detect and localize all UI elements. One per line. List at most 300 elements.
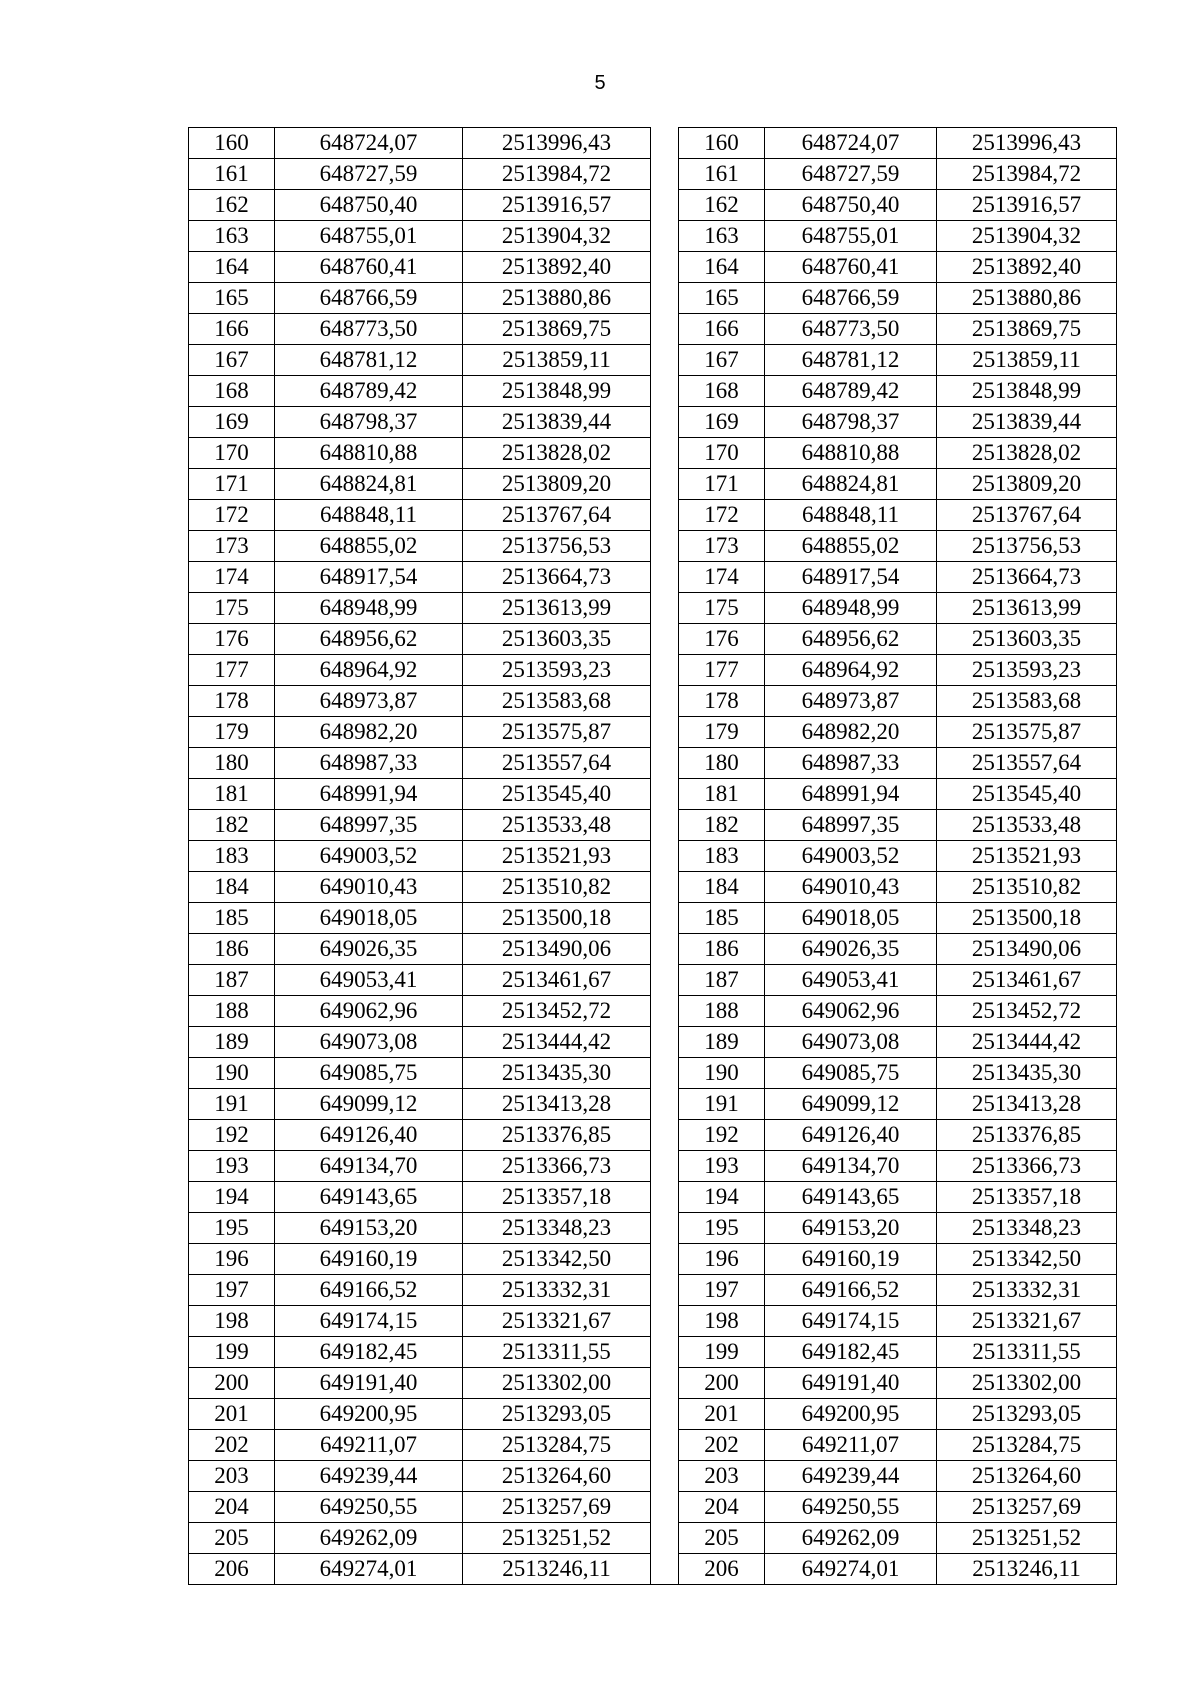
x-coordinate-right: 649166,52 <box>765 1275 937 1306</box>
table-row <box>189 1244 1117 1275</box>
x-coordinate-left: 648724,07 <box>275 128 463 159</box>
point-number-right: 167 <box>679 345 765 376</box>
column-spacer <box>651 252 679 283</box>
column-spacer <box>651 748 679 779</box>
table-row <box>189 655 1117 686</box>
y-coordinate-left: 2513521,93 <box>463 841 651 872</box>
point-number-right: 178 <box>679 686 765 717</box>
x-coordinate-right: 649160,19 <box>765 1244 937 1275</box>
y-coordinate-right: 2513246,11 <box>937 1554 1117 1585</box>
x-coordinate-left: 649250,55 <box>275 1492 463 1523</box>
point-number-left: 177 <box>189 655 275 686</box>
column-spacer <box>651 872 679 903</box>
x-coordinate-right: 648727,59 <box>765 159 937 190</box>
point-number-right: 168 <box>679 376 765 407</box>
y-coordinate-left: 2513756,53 <box>463 531 651 562</box>
point-number-left: 186 <box>189 934 275 965</box>
page-number: 5 <box>594 72 606 94</box>
x-coordinate-right: 648760,41 <box>765 252 937 283</box>
point-number-left: 162 <box>189 190 275 221</box>
y-coordinate-left: 2513603,35 <box>463 624 651 655</box>
y-coordinate-right: 2513302,00 <box>937 1368 1117 1399</box>
x-coordinate-left: 649053,41 <box>275 965 463 996</box>
y-coordinate-right: 2513510,82 <box>937 872 1117 903</box>
x-coordinate-left: 648848,11 <box>275 500 463 531</box>
point-number-left: 196 <box>189 1244 275 1275</box>
y-coordinate-right: 2513257,69 <box>937 1492 1117 1523</box>
point-number-left: 167 <box>189 345 275 376</box>
table-row <box>189 1213 1117 1244</box>
x-coordinate-right: 649010,43 <box>765 872 937 903</box>
point-number-right: 191 <box>679 1089 765 1120</box>
point-number-left: 181 <box>189 779 275 810</box>
x-coordinate-right: 648724,07 <box>765 128 937 159</box>
x-coordinate-left: 649099,12 <box>275 1089 463 1120</box>
y-coordinate-right: 2513869,75 <box>937 314 1117 345</box>
y-coordinate-left: 2513342,50 <box>463 1244 651 1275</box>
x-coordinate-left: 648773,50 <box>275 314 463 345</box>
point-number-right: 162 <box>679 190 765 221</box>
y-coordinate-right: 2513521,93 <box>937 841 1117 872</box>
y-coordinate-right: 2513880,86 <box>937 283 1117 314</box>
x-coordinate-right: 649026,35 <box>765 934 937 965</box>
x-coordinate-right: 649211,07 <box>765 1430 937 1461</box>
x-coordinate-right: 648991,94 <box>765 779 937 810</box>
y-coordinate-left: 2513859,11 <box>463 345 651 376</box>
y-coordinate-right: 2513357,18 <box>937 1182 1117 1213</box>
table-row <box>189 748 1117 779</box>
column-spacer <box>651 128 679 159</box>
column-spacer <box>651 717 679 748</box>
point-number-right: 202 <box>679 1430 765 1461</box>
column-spacer <box>651 1151 679 1182</box>
y-coordinate-right: 2513321,67 <box>937 1306 1117 1337</box>
y-coordinate-right: 2513444,42 <box>937 1027 1117 1058</box>
x-coordinate-left: 649262,09 <box>275 1523 463 1554</box>
point-number-left: 161 <box>189 159 275 190</box>
point-number-right: 177 <box>679 655 765 686</box>
x-coordinate-left: 649018,05 <box>275 903 463 934</box>
y-coordinate-right: 2513904,32 <box>937 221 1117 252</box>
point-number-right: 176 <box>679 624 765 655</box>
y-coordinate-left: 2513767,64 <box>463 500 651 531</box>
x-coordinate-left: 649174,15 <box>275 1306 463 1337</box>
point-number-left: 175 <box>189 593 275 624</box>
table-row <box>189 686 1117 717</box>
column-spacer <box>651 531 679 562</box>
table-row <box>189 996 1117 1027</box>
x-coordinate-left: 649182,45 <box>275 1337 463 1368</box>
column-spacer <box>651 1399 679 1430</box>
y-coordinate-right: 2513916,57 <box>937 190 1117 221</box>
point-number-right: 184 <box>679 872 765 903</box>
x-coordinate-right: 649262,09 <box>765 1523 937 1554</box>
x-coordinate-left: 649003,52 <box>275 841 463 872</box>
x-coordinate-right: 648987,33 <box>765 748 937 779</box>
column-spacer <box>651 996 679 1027</box>
y-coordinate-right: 2513859,11 <box>937 345 1117 376</box>
x-coordinate-left: 649010,43 <box>275 872 463 903</box>
y-coordinate-right: 2513500,18 <box>937 903 1117 934</box>
x-coordinate-left: 648810,88 <box>275 438 463 469</box>
column-spacer <box>651 1058 679 1089</box>
table-row <box>189 903 1117 934</box>
x-coordinate-left: 648956,62 <box>275 624 463 655</box>
x-coordinate-right: 648798,37 <box>765 407 937 438</box>
table-row <box>189 221 1117 252</box>
y-coordinate-right: 2513293,05 <box>937 1399 1117 1430</box>
x-coordinate-right: 649153,20 <box>765 1213 937 1244</box>
x-coordinate-right: 648917,54 <box>765 562 937 593</box>
y-coordinate-right: 2513557,64 <box>937 748 1117 779</box>
x-coordinate-left: 649274,01 <box>275 1554 463 1585</box>
y-coordinate-left: 2513880,86 <box>463 283 651 314</box>
table-row <box>189 1523 1117 1554</box>
point-number-right: 198 <box>679 1306 765 1337</box>
table-row <box>189 469 1117 500</box>
column-spacer <box>651 1275 679 1306</box>
x-coordinate-right: 648750,40 <box>765 190 937 221</box>
point-number-left: 202 <box>189 1430 275 1461</box>
column-spacer <box>651 841 679 872</box>
column-spacer <box>651 1306 679 1337</box>
point-number-left: 173 <box>189 531 275 562</box>
x-coordinate-right: 649274,01 <box>765 1554 937 1585</box>
y-coordinate-left: 2513575,87 <box>463 717 651 748</box>
point-number-left: 185 <box>189 903 275 934</box>
column-spacer <box>651 1213 679 1244</box>
column-spacer <box>651 1089 679 1120</box>
x-coordinate-left: 648964,92 <box>275 655 463 686</box>
table-row <box>189 438 1117 469</box>
x-coordinate-left: 648824,81 <box>275 469 463 500</box>
x-coordinate-left: 648727,59 <box>275 159 463 190</box>
point-number-left: 170 <box>189 438 275 469</box>
table-row <box>189 252 1117 283</box>
y-coordinate-right: 2513413,28 <box>937 1089 1117 1120</box>
x-coordinate-right: 649099,12 <box>765 1089 937 1120</box>
point-number-right: 179 <box>679 717 765 748</box>
y-coordinate-right: 2513461,67 <box>937 965 1117 996</box>
column-spacer <box>651 376 679 407</box>
table-row <box>189 1182 1117 1213</box>
column-spacer <box>651 810 679 841</box>
point-number-right: 166 <box>679 314 765 345</box>
point-number-right: 181 <box>679 779 765 810</box>
x-coordinate-left: 648781,12 <box>275 345 463 376</box>
y-coordinate-right: 2513984,72 <box>937 159 1117 190</box>
column-spacer <box>651 655 679 686</box>
x-coordinate-left: 649026,35 <box>275 934 463 965</box>
x-coordinate-right: 649182,45 <box>765 1337 937 1368</box>
table-row <box>189 500 1117 531</box>
point-number-left: 197 <box>189 1275 275 1306</box>
table-row <box>189 1368 1117 1399</box>
point-number-left: 164 <box>189 252 275 283</box>
x-coordinate-right: 649174,15 <box>765 1306 937 1337</box>
column-spacer <box>651 1461 679 1492</box>
y-coordinate-left: 2513869,75 <box>463 314 651 345</box>
x-coordinate-right: 648766,59 <box>765 283 937 314</box>
y-coordinate-left: 2513809,20 <box>463 469 651 500</box>
y-coordinate-left: 2513996,43 <box>463 128 651 159</box>
point-number-right: 200 <box>679 1368 765 1399</box>
column-spacer <box>651 1337 679 1368</box>
y-coordinate-left: 2513452,72 <box>463 996 651 1027</box>
point-number-right: 196 <box>679 1244 765 1275</box>
table-row <box>189 593 1117 624</box>
y-coordinate-right: 2513828,02 <box>937 438 1117 469</box>
point-number-left: 206 <box>189 1554 275 1585</box>
x-coordinate-right: 649191,40 <box>765 1368 937 1399</box>
point-number-left: 182 <box>189 810 275 841</box>
table-row <box>189 1399 1117 1430</box>
table-row <box>189 1554 1117 1585</box>
point-number-right: 193 <box>679 1151 765 1182</box>
y-coordinate-right: 2513251,52 <box>937 1523 1117 1554</box>
y-coordinate-right: 2513583,68 <box>937 686 1117 717</box>
point-number-right: 160 <box>679 128 765 159</box>
column-spacer <box>651 934 679 965</box>
y-coordinate-left: 2513376,85 <box>463 1120 651 1151</box>
table-row <box>189 407 1117 438</box>
table-row <box>189 1492 1117 1523</box>
point-number-left: 174 <box>189 562 275 593</box>
point-number-right: 161 <box>679 159 765 190</box>
point-number-right: 170 <box>679 438 765 469</box>
column-spacer <box>651 314 679 345</box>
table-row <box>189 872 1117 903</box>
column-spacer <box>651 593 679 624</box>
column-spacer <box>651 1492 679 1523</box>
x-coordinate-right: 648848,11 <box>765 500 937 531</box>
column-spacer <box>651 779 679 810</box>
x-coordinate-right: 649062,96 <box>765 996 937 1027</box>
x-coordinate-right: 649073,08 <box>765 1027 937 1058</box>
column-spacer <box>651 624 679 655</box>
point-number-right: 204 <box>679 1492 765 1523</box>
table-row <box>189 345 1117 376</box>
point-number-right: 188 <box>679 996 765 1027</box>
point-number-left: 176 <box>189 624 275 655</box>
y-coordinate-left: 2513357,18 <box>463 1182 651 1213</box>
point-number-right: 180 <box>679 748 765 779</box>
y-coordinate-left: 2513264,60 <box>463 1461 651 1492</box>
y-coordinate-left: 2513557,64 <box>463 748 651 779</box>
y-coordinate-left: 2513510,82 <box>463 872 651 903</box>
point-number-right: 205 <box>679 1523 765 1554</box>
column-spacer <box>651 1120 679 1151</box>
y-coordinate-left: 2513311,55 <box>463 1337 651 1368</box>
point-number-left: 187 <box>189 965 275 996</box>
x-coordinate-left: 648750,40 <box>275 190 463 221</box>
column-spacer <box>651 562 679 593</box>
point-number-left: 193 <box>189 1151 275 1182</box>
column-spacer <box>651 500 679 531</box>
y-coordinate-right: 2513490,06 <box>937 934 1117 965</box>
x-coordinate-left: 649200,95 <box>275 1399 463 1430</box>
coordinates-table-body <box>189 128 1117 1585</box>
y-coordinate-left: 2513916,57 <box>463 190 651 221</box>
x-coordinate-left: 648973,87 <box>275 686 463 717</box>
x-coordinate-left: 648948,99 <box>275 593 463 624</box>
y-coordinate-right: 2513664,73 <box>937 562 1117 593</box>
x-coordinate-left: 649160,19 <box>275 1244 463 1275</box>
x-coordinate-left: 649239,44 <box>275 1461 463 1492</box>
point-number-left: 192 <box>189 1120 275 1151</box>
y-coordinate-right: 2513767,64 <box>937 500 1117 531</box>
point-number-right: 182 <box>679 810 765 841</box>
point-number-left: 168 <box>189 376 275 407</box>
y-coordinate-right: 2513756,53 <box>937 531 1117 562</box>
point-number-right: 206 <box>679 1554 765 1585</box>
y-coordinate-right: 2513996,43 <box>937 128 1117 159</box>
column-spacer <box>651 190 679 221</box>
y-coordinate-right: 2513575,87 <box>937 717 1117 748</box>
point-number-right: 190 <box>679 1058 765 1089</box>
point-number-left: 194 <box>189 1182 275 1213</box>
x-coordinate-right: 649239,44 <box>765 1461 937 1492</box>
y-coordinate-right: 2513311,55 <box>937 1337 1117 1368</box>
y-coordinate-right: 2513848,99 <box>937 376 1117 407</box>
table-row <box>189 159 1117 190</box>
x-coordinate-left: 648982,20 <box>275 717 463 748</box>
x-coordinate-right: 648824,81 <box>765 469 937 500</box>
point-number-left: 190 <box>189 1058 275 1089</box>
table-row <box>189 376 1117 407</box>
x-coordinate-left: 649085,75 <box>275 1058 463 1089</box>
x-coordinate-left: 649134,70 <box>275 1151 463 1182</box>
y-coordinate-right: 2513342,50 <box>937 1244 1117 1275</box>
point-number-right: 201 <box>679 1399 765 1430</box>
table-row <box>189 841 1117 872</box>
x-coordinate-left: 649153,20 <box>275 1213 463 1244</box>
y-coordinate-right: 2513264,60 <box>937 1461 1117 1492</box>
point-number-left: 199 <box>189 1337 275 1368</box>
column-spacer <box>651 686 679 717</box>
y-coordinate-left: 2513251,52 <box>463 1523 651 1554</box>
x-coordinate-left: 648766,59 <box>275 283 463 314</box>
point-number-left: 201 <box>189 1399 275 1430</box>
x-coordinate-right: 649143,65 <box>765 1182 937 1213</box>
y-coordinate-left: 2513984,72 <box>463 159 651 190</box>
point-number-left: 189 <box>189 1027 275 1058</box>
point-number-right: 174 <box>679 562 765 593</box>
x-coordinate-left: 649126,40 <box>275 1120 463 1151</box>
y-coordinate-left: 2513413,28 <box>463 1089 651 1120</box>
x-coordinate-right: 648855,02 <box>765 531 937 562</box>
x-coordinate-right: 648964,92 <box>765 655 937 686</box>
y-coordinate-left: 2513435,30 <box>463 1058 651 1089</box>
x-coordinate-right: 648755,01 <box>765 221 937 252</box>
point-number-left: 166 <box>189 314 275 345</box>
y-coordinate-right: 2513613,99 <box>937 593 1117 624</box>
point-number-right: 197 <box>679 1275 765 1306</box>
x-coordinate-right: 648773,50 <box>765 314 937 345</box>
point-number-right: 195 <box>679 1213 765 1244</box>
x-coordinate-right: 648956,62 <box>765 624 937 655</box>
y-coordinate-left: 2513444,42 <box>463 1027 651 1058</box>
point-number-left: 183 <box>189 841 275 872</box>
point-number-left: 163 <box>189 221 275 252</box>
column-spacer <box>651 283 679 314</box>
table-row <box>189 1120 1117 1151</box>
point-number-right: 194 <box>679 1182 765 1213</box>
point-number-left: 204 <box>189 1492 275 1523</box>
y-coordinate-left: 2513500,18 <box>463 903 651 934</box>
column-spacer <box>651 1523 679 1554</box>
column-spacer <box>651 221 679 252</box>
y-coordinate-left: 2513302,00 <box>463 1368 651 1399</box>
x-coordinate-left: 649073,08 <box>275 1027 463 1058</box>
column-spacer <box>651 407 679 438</box>
x-coordinate-left: 648789,42 <box>275 376 463 407</box>
column-spacer <box>651 965 679 996</box>
table-row <box>189 624 1117 655</box>
point-number-right: 165 <box>679 283 765 314</box>
y-coordinate-right: 2513348,23 <box>937 1213 1117 1244</box>
table-row <box>189 1337 1117 1368</box>
point-number-left: 165 <box>189 283 275 314</box>
y-coordinate-left: 2513284,75 <box>463 1430 651 1461</box>
table-row <box>189 1058 1117 1089</box>
y-coordinate-right: 2513452,72 <box>937 996 1117 1027</box>
x-coordinate-right: 648810,88 <box>765 438 937 469</box>
point-number-right: 169 <box>679 407 765 438</box>
y-coordinate-left: 2513839,44 <box>463 407 651 438</box>
x-coordinate-left: 648997,35 <box>275 810 463 841</box>
point-number-right: 199 <box>679 1337 765 1368</box>
y-coordinate-left: 2513583,68 <box>463 686 651 717</box>
y-coordinate-right: 2513332,31 <box>937 1275 1117 1306</box>
x-coordinate-left: 649062,96 <box>275 996 463 1027</box>
point-number-left: 200 <box>189 1368 275 1399</box>
point-number-right: 192 <box>679 1120 765 1151</box>
y-coordinate-left: 2513848,99 <box>463 376 651 407</box>
y-coordinate-left: 2513664,73 <box>463 562 651 593</box>
point-number-right: 173 <box>679 531 765 562</box>
point-number-left: 198 <box>189 1306 275 1337</box>
coordinates-table <box>188 127 1117 1585</box>
y-coordinate-right: 2513892,40 <box>937 252 1117 283</box>
column-spacer <box>651 345 679 376</box>
y-coordinate-left: 2513321,67 <box>463 1306 651 1337</box>
point-number-left: 180 <box>189 748 275 779</box>
x-coordinate-left: 648798,37 <box>275 407 463 438</box>
table-row <box>189 779 1117 810</box>
y-coordinate-left: 2513293,05 <box>463 1399 651 1430</box>
point-number-left: 171 <box>189 469 275 500</box>
table-row <box>189 1461 1117 1492</box>
x-coordinate-right: 648997,35 <box>765 810 937 841</box>
x-coordinate-left: 648855,02 <box>275 531 463 562</box>
column-spacer <box>651 438 679 469</box>
table-row <box>189 1151 1117 1182</box>
point-number-left: 205 <box>189 1523 275 1554</box>
x-coordinate-left: 648755,01 <box>275 221 463 252</box>
x-coordinate-right: 648789,42 <box>765 376 937 407</box>
x-coordinate-right: 649250,55 <box>765 1492 937 1523</box>
y-coordinate-left: 2513892,40 <box>463 252 651 283</box>
point-number-right: 164 <box>679 252 765 283</box>
y-coordinate-left: 2513366,73 <box>463 1151 651 1182</box>
column-spacer <box>651 1182 679 1213</box>
point-number-left: 203 <box>189 1461 275 1492</box>
x-coordinate-left: 649143,65 <box>275 1182 463 1213</box>
x-coordinate-left: 648917,54 <box>275 562 463 593</box>
y-coordinate-left: 2513533,48 <box>463 810 651 841</box>
table-row <box>189 128 1117 159</box>
